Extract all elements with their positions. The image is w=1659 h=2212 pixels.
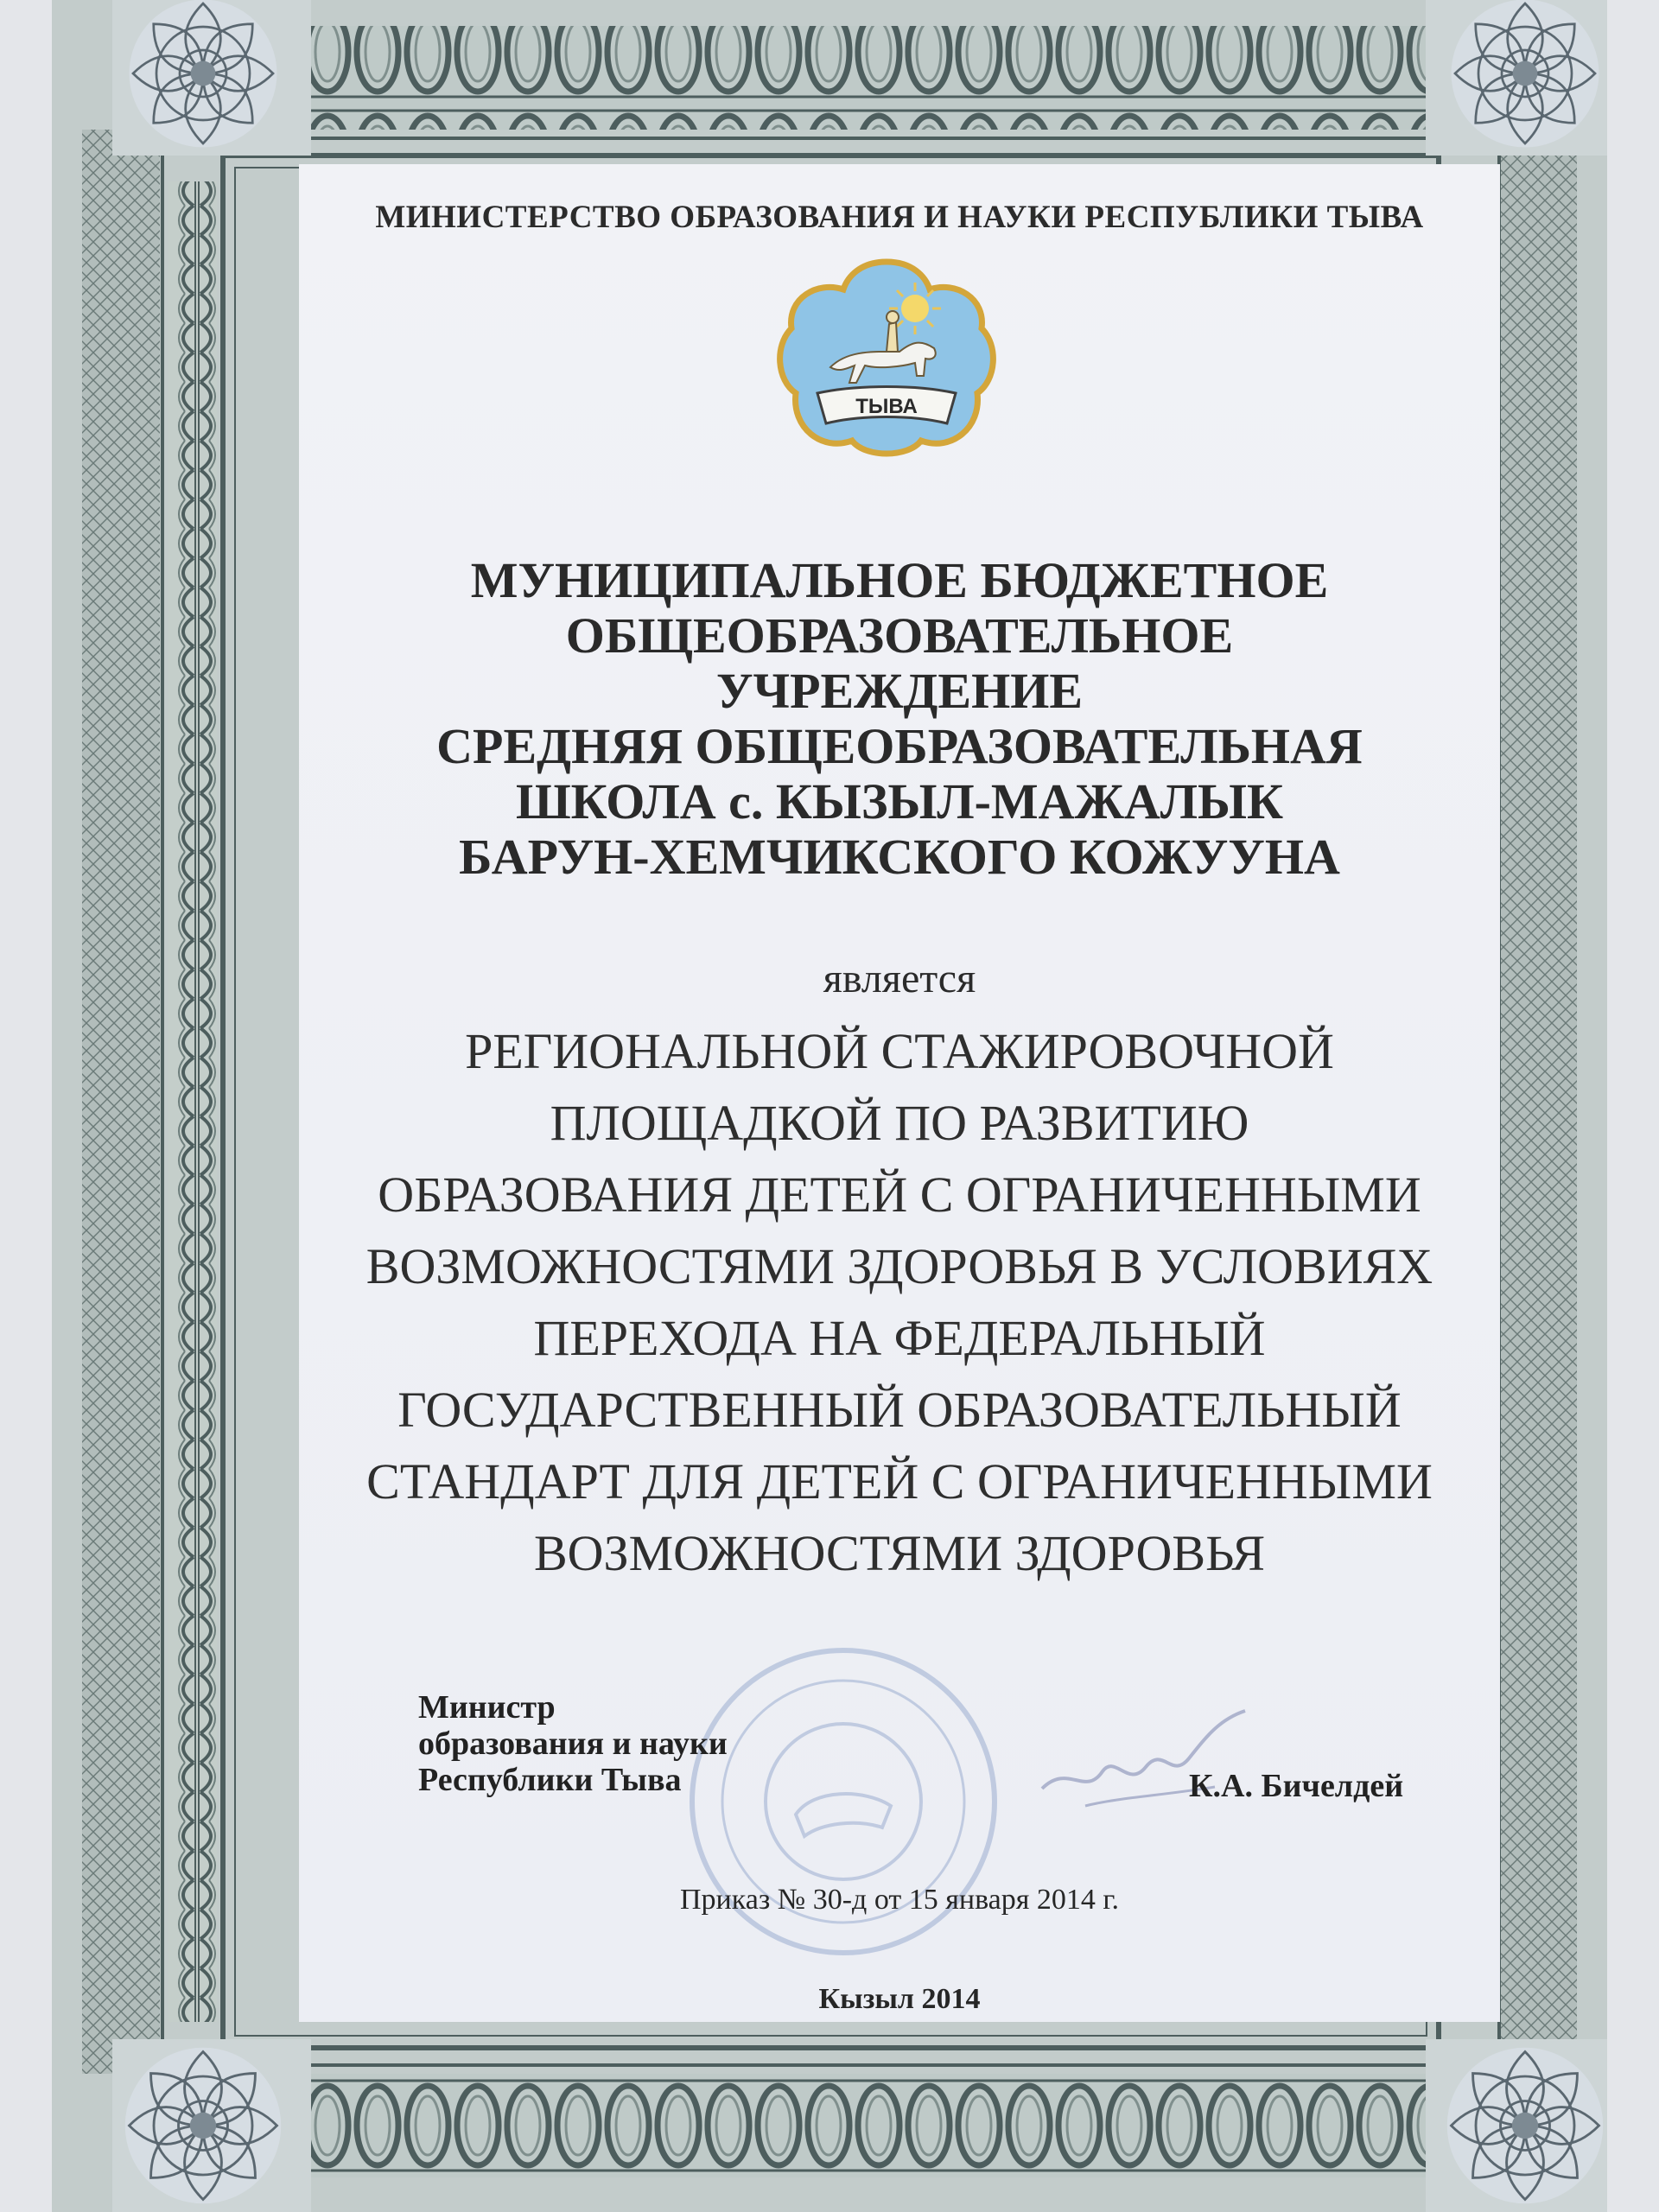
minister-title-line: Республики Тыва [418,1762,682,1798]
certificate-body [299,164,1500,2022]
school-name [299,553,1500,885]
signature [1033,1685,1258,1832]
school-name-line: СРЕДНЯЯ ОБЩЕОБРАЗОВАТЕЛЬНАЯ [436,718,1363,774]
statement-line: ГОСУДАРСТВЕННЫЙ ОБРАЗОВАТЕЛЬНЫЙ [397,1382,1402,1438]
minister-title [418,1689,728,1798]
statement-line: ПЕРЕХОДА НА ФЕДЕРАЛЬНЫЙ [533,1310,1266,1366]
city-year: Кызыл 2014 [818,1983,981,2015]
minister-title-line: образования и науки [418,1726,728,1762]
minister-title-line: Министр [418,1689,556,1726]
school-name-line: ОБЩЕОБРАЗОВАТЕЛЬНОЕ [565,607,1234,664]
tuva-coat-of-arms-icon [770,255,1003,462]
minister-name: К.А. Бичелдей [1189,1768,1404,1804]
statement-line: СТАНДАРТ ДЛЯ ДЕТЕЙ С ОГРАНИЧЕННЫМИ [366,1453,1433,1510]
school-name-line: ШКОЛА с. КЫЗЫЛ-МАЖАЛЫК [515,773,1284,830]
school-name-line: МУНИЦИПАЛЬНОЕ БЮДЖЕТНОЕ [470,552,1329,608]
statement-line: ВОЗМОЖНОСТЯМИ ЗДОРОВЬЯ [533,1525,1266,1581]
certificate-page [52,0,1607,2212]
school-name-line: БАРУН-ХЕМЧИКСКОГО КОЖУУНА [459,829,1340,885]
statement-line: ОБРАЗОВАНИЯ ДЕТЕЙ С ОГРАНИЧЕННЫМИ [378,1166,1421,1223]
statement-line: РЕГИОНАЛЬНОЙ СТАЖИРОВОЧНОЙ [465,1023,1334,1079]
order-reference: Приказ № 30-д от 15 января 2014 г. [679,1884,1120,1916]
school-name-line: УЧРЕЖДЕНИЕ [715,663,1084,719]
designation-statement [299,1015,1500,1589]
emblem-ribbon-text: ТЫВА [855,395,918,418]
statement-line: ВОЗМОЖНОСТЯМИ ЗДОРОВЬЯ В УСЛОВИЯХ [365,1238,1433,1294]
ministry-header: МИНИСТЕРСТВО ОБРАЗОВАНИЯ И НАУКИ РЕСПУБЛИКИ ТЫВА [375,200,1424,235]
is-word: является [823,956,976,1001]
statement-line: ПЛОЩАДКОЙ ПО РАЗВИТИЮ [550,1095,1249,1151]
